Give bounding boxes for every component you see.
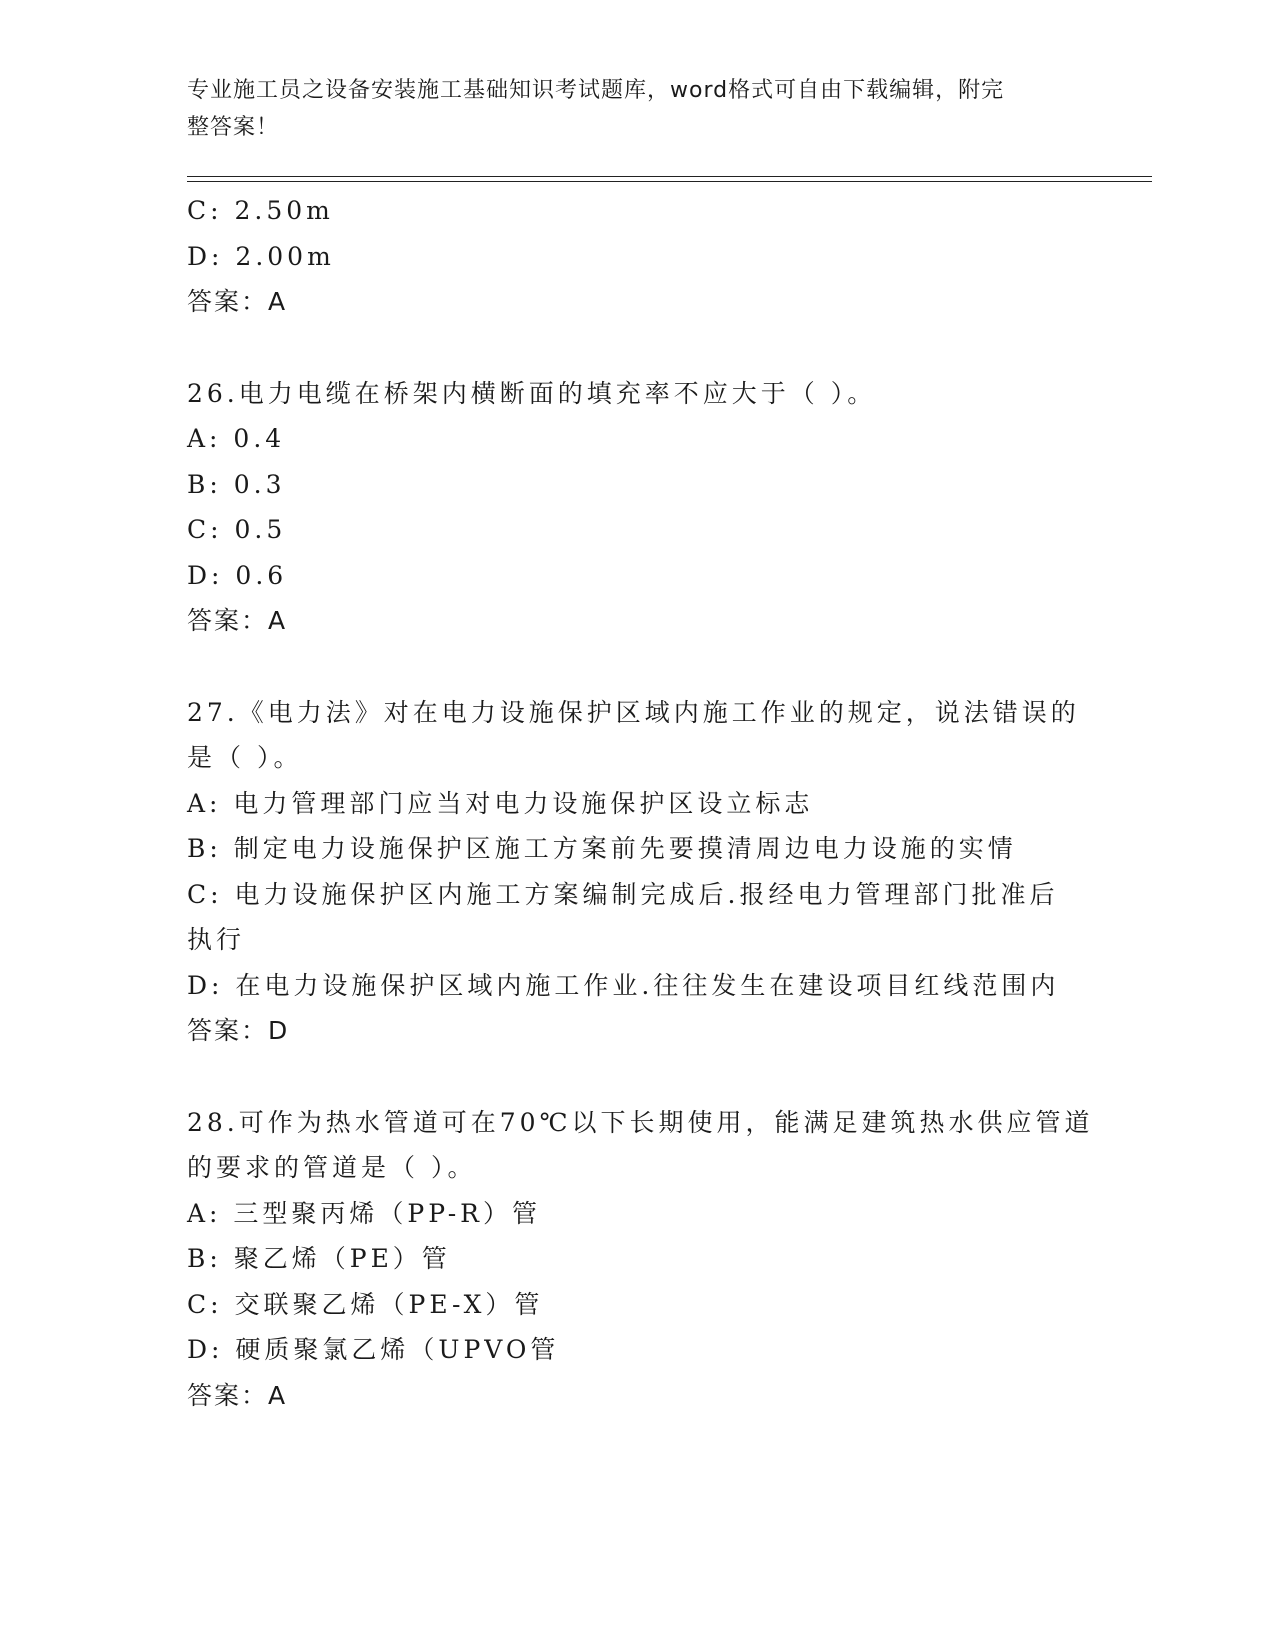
spacer (187, 1054, 1087, 1100)
option-b: B: 0.3 (187, 469, 286, 499)
question-27 (187, 690, 1087, 1054)
option-a: A: 0.4 (187, 424, 286, 453)
header-divider-top (187, 176, 1152, 177)
question-stem-line-2: 的要求的管道是（ ）。 (187, 1153, 477, 1182)
header-divider-bottom (187, 181, 1152, 182)
question-stem-line-2: 是（ ）。 (187, 743, 303, 772)
question-stem-line-1: 27.《电力法》对在电力设施保护区域内施工作业的规定，说法错误的 (187, 697, 1080, 727)
header-line-1: 专业施工员之设备安装施工基础知识考试题库，word格式可自由下载编辑，附完 (187, 78, 1005, 103)
option-c: C: 交联聚乙烯（PE-X）管 (187, 1289, 544, 1319)
question-list (187, 188, 1094, 1418)
question-stem-line-1: 28.可作为热水管道可在70℃以下长期使用，能满足建筑热水供应管道 (187, 1107, 1094, 1137)
option-a: A: 电力管理部门应当对电力设施保护区设立标志 (187, 788, 814, 818)
spacer (187, 644, 1087, 690)
question-25-tail (187, 188, 1087, 325)
option-d: D: 0.6 (187, 560, 288, 590)
option-c: C: 2.50m (187, 196, 334, 225)
answer: 答案：A (187, 1380, 288, 1410)
option-c-line-2: 执行 (187, 925, 246, 954)
spacer (187, 325, 1087, 371)
option-d: D: 硬质聚氯乙烯（UPVO管 (187, 1335, 560, 1364)
option-c-line-1: C: 电力设施保护区内施工方案编制完成后.报经电力管理部门批准后 (187, 879, 1059, 909)
header-line-2: 整答案！ (187, 115, 280, 140)
option-b: B: 制定电力设施保护区施工方案前先要摸清周边电力设施的实情 (187, 834, 1017, 863)
question-stem: 26.电力电缆在桥架内横断面的填充率不应大于（ ）。 (187, 378, 877, 408)
option-d: D: 2.00m (187, 241, 335, 271)
answer: 答案：A (187, 287, 288, 316)
option-c: C: 0.5 (187, 515, 287, 544)
page-header (187, 72, 1067, 146)
answer: 答案：A (187, 606, 288, 635)
answer: 答案：D (187, 1016, 290, 1045)
option-b: B: 聚乙烯（PE）管 (187, 1244, 451, 1273)
question-28 (187, 1100, 1094, 1419)
option-a: A: 三型聚丙烯（PP-R）管 (187, 1198, 541, 1228)
option-d: D: 在电力设施保护区域内施工作业.往往发生在建设项目红线范围内 (187, 970, 1060, 1000)
question-26 (187, 371, 1087, 644)
